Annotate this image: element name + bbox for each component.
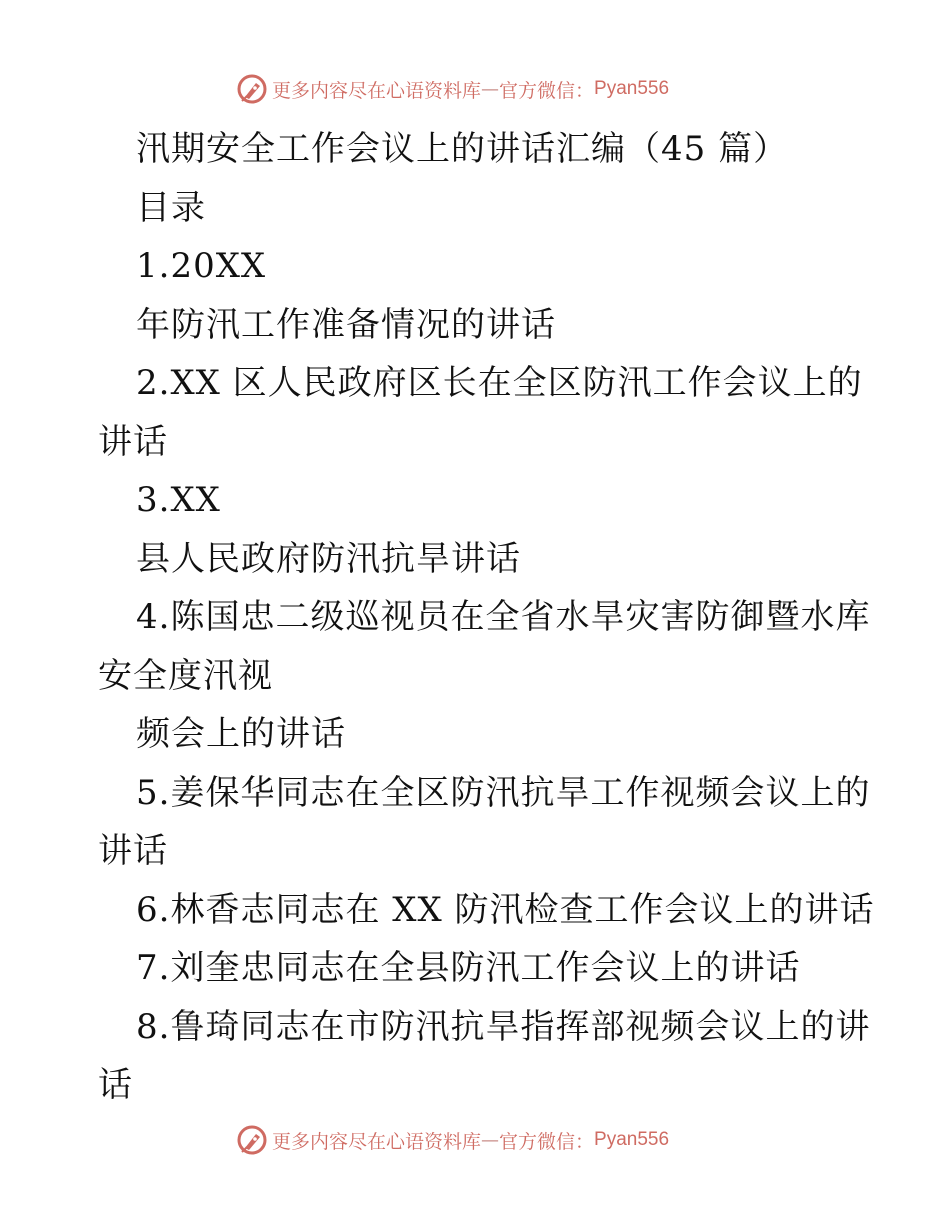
header-watermark bbox=[236, 72, 669, 106]
document-title: 汛期安全工作会议上的讲话汇编（45 篇） bbox=[136, 129, 789, 169]
toc-line: 4.陈国忠二级巡视员在全省水旱灾害防御暨水库 bbox=[136, 597, 871, 637]
toc-line: 县人民政府防汛抗旱讲话 bbox=[136, 538, 521, 579]
watermark-contact-id: Pyan556 bbox=[594, 1129, 670, 1150]
toc-line: 5.姜保华同志在全区防汛抗旱工作视频会议上的 bbox=[136, 772, 871, 813]
pen-nib-circle-icon bbox=[236, 1124, 268, 1156]
toc-line: 话 bbox=[98, 1065, 133, 1105]
pen-nib-circle-icon bbox=[236, 73, 268, 105]
toc-line: 8.鲁琦同志在市防汛抗旱指挥部视频会议上的讲 bbox=[136, 1006, 871, 1047]
toc-line: 讲话 bbox=[98, 831, 168, 871]
watermark-dash: — bbox=[481, 1129, 500, 1151]
watermark-contact-label: 官方微信： bbox=[499, 1130, 595, 1153]
toc-line: 1.20XX bbox=[136, 246, 267, 286]
toc-line: 6.林香志同志在 XX 防汛检查工作会议上的讲话 bbox=[136, 889, 875, 930]
document-body bbox=[98, 120, 875, 1115]
toc-line: 年防汛工作准备情况的讲话 bbox=[136, 304, 556, 345]
toc-line: 频会上的讲话 bbox=[136, 714, 346, 754]
watermark-contact-label: 官方微信： bbox=[499, 79, 595, 102]
toc-line: 2.XX 区人民政府区长在全区防汛工作会议上的 bbox=[136, 363, 863, 403]
footer-watermark bbox=[236, 1123, 669, 1157]
watermark-text: 更多内容尽在心语资料库 bbox=[272, 79, 482, 102]
toc-line: 安全度汛视 bbox=[98, 655, 273, 696]
toc-line: 7.刘奎忠同志在全县防汛工作会议上的讲话 bbox=[136, 948, 801, 988]
toc-line: 讲话 bbox=[98, 421, 168, 462]
toc-line: 3.XX bbox=[136, 480, 221, 520]
watermark-contact-id: Pyan556 bbox=[594, 78, 670, 99]
watermark-dash: — bbox=[481, 78, 500, 100]
toc-heading: 目录 bbox=[136, 187, 206, 228]
watermark-text: 更多内容尽在心语资料库 bbox=[272, 1130, 482, 1153]
